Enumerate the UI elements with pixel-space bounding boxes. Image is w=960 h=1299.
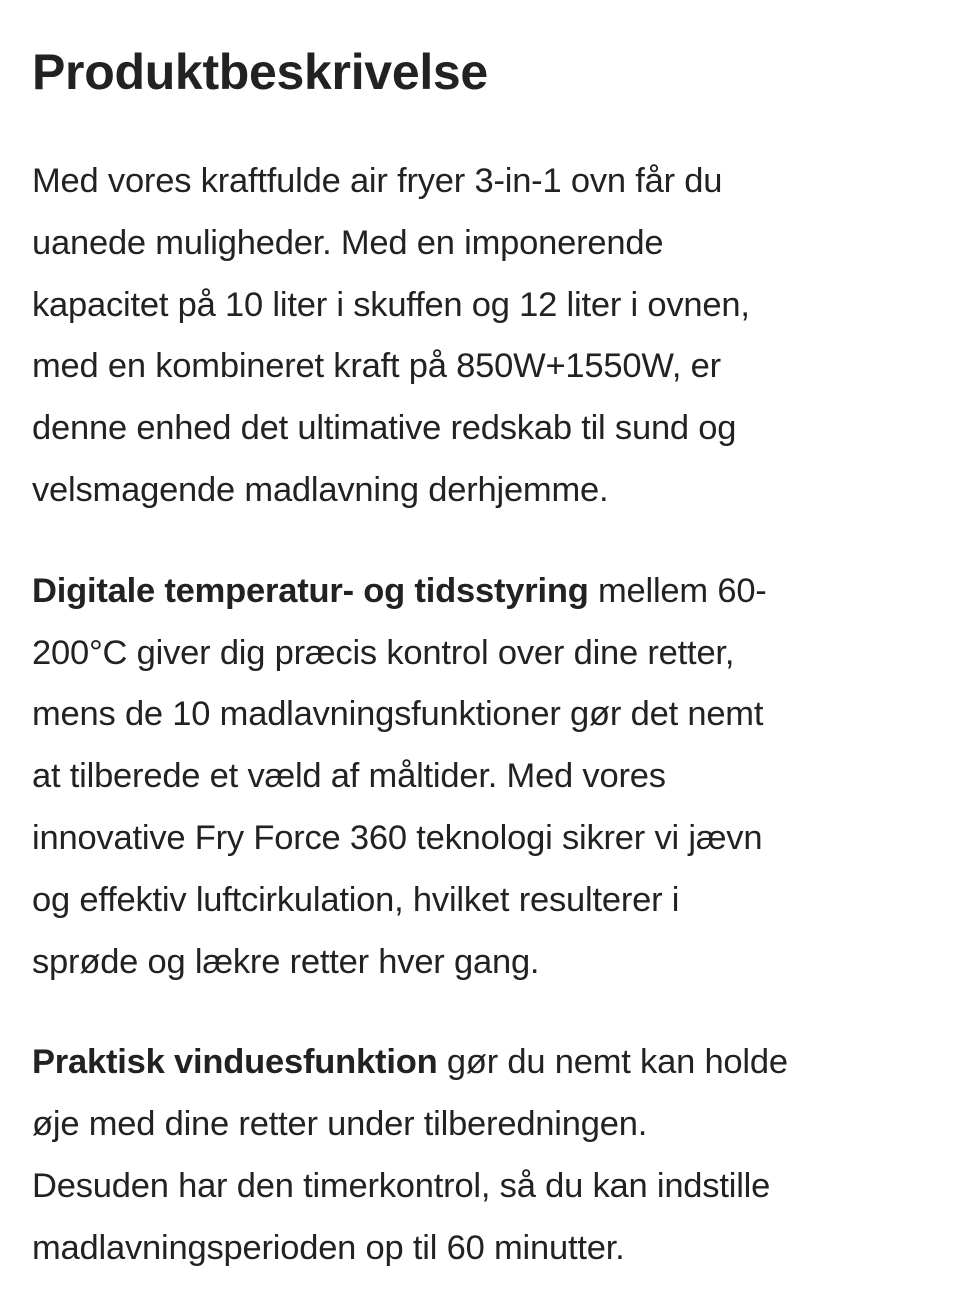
text-line: innovative Fry Force 360 teknologi sikrer vi jævn	[32, 818, 763, 857]
paragraph-temperature	[32, 561, 928, 994]
text-line: uanede muligheder. Med en imponerende	[32, 223, 664, 262]
text-line: madlavningsperioden op til 60 minutter.	[32, 1228, 625, 1267]
bold-lead: Praktisk vinduesfunktion	[32, 1043, 438, 1082]
text-line: mens de 10 madlavningsfunktioner gør det nemt	[32, 695, 764, 734]
text-line: med en kombineret kraft på 850W+1550W, er	[32, 347, 721, 386]
text-line: Med vores kraftfulde air fryer 3-in-1 ovn får du	[32, 162, 723, 200]
text-line: Desuden har den timerkontrol, så du kan indstille	[32, 1166, 771, 1205]
paragraph-intro	[32, 151, 928, 522]
text-line: 200°C giver dig præcis kontrol over dine retter,	[32, 633, 735, 672]
text-line: velsmagende madlavning derhjemme.	[32, 470, 609, 509]
text-segment: gør du nemt kan holde	[437, 1043, 788, 1082]
text-line: kapacitet på 10 liter i skuffen og 12 liter i ovnen,	[32, 285, 750, 324]
paragraph-window	[32, 1032, 928, 1279]
text-line: og effektiv luftcirkulation, hvilket resulterer i	[32, 880, 680, 919]
text-segment: mellem 60-	[588, 571, 767, 610]
text-line: øje med dine retter under tilberedningen.	[32, 1105, 648, 1144]
text-line	[32, 1032, 928, 1094]
text-line	[32, 561, 928, 623]
text-line: at tilberede et væld af måltider. Med vores	[32, 757, 666, 796]
bold-lead: Digitale temperatur- og tidsstyring	[32, 571, 589, 610]
text-line: sprøde og lækre retter hver gang.	[32, 942, 540, 981]
text-line: denne enhed det ultimative redskab til sund og	[32, 409, 737, 448]
page-title: Produktbeskrivelse	[32, 44, 488, 100]
